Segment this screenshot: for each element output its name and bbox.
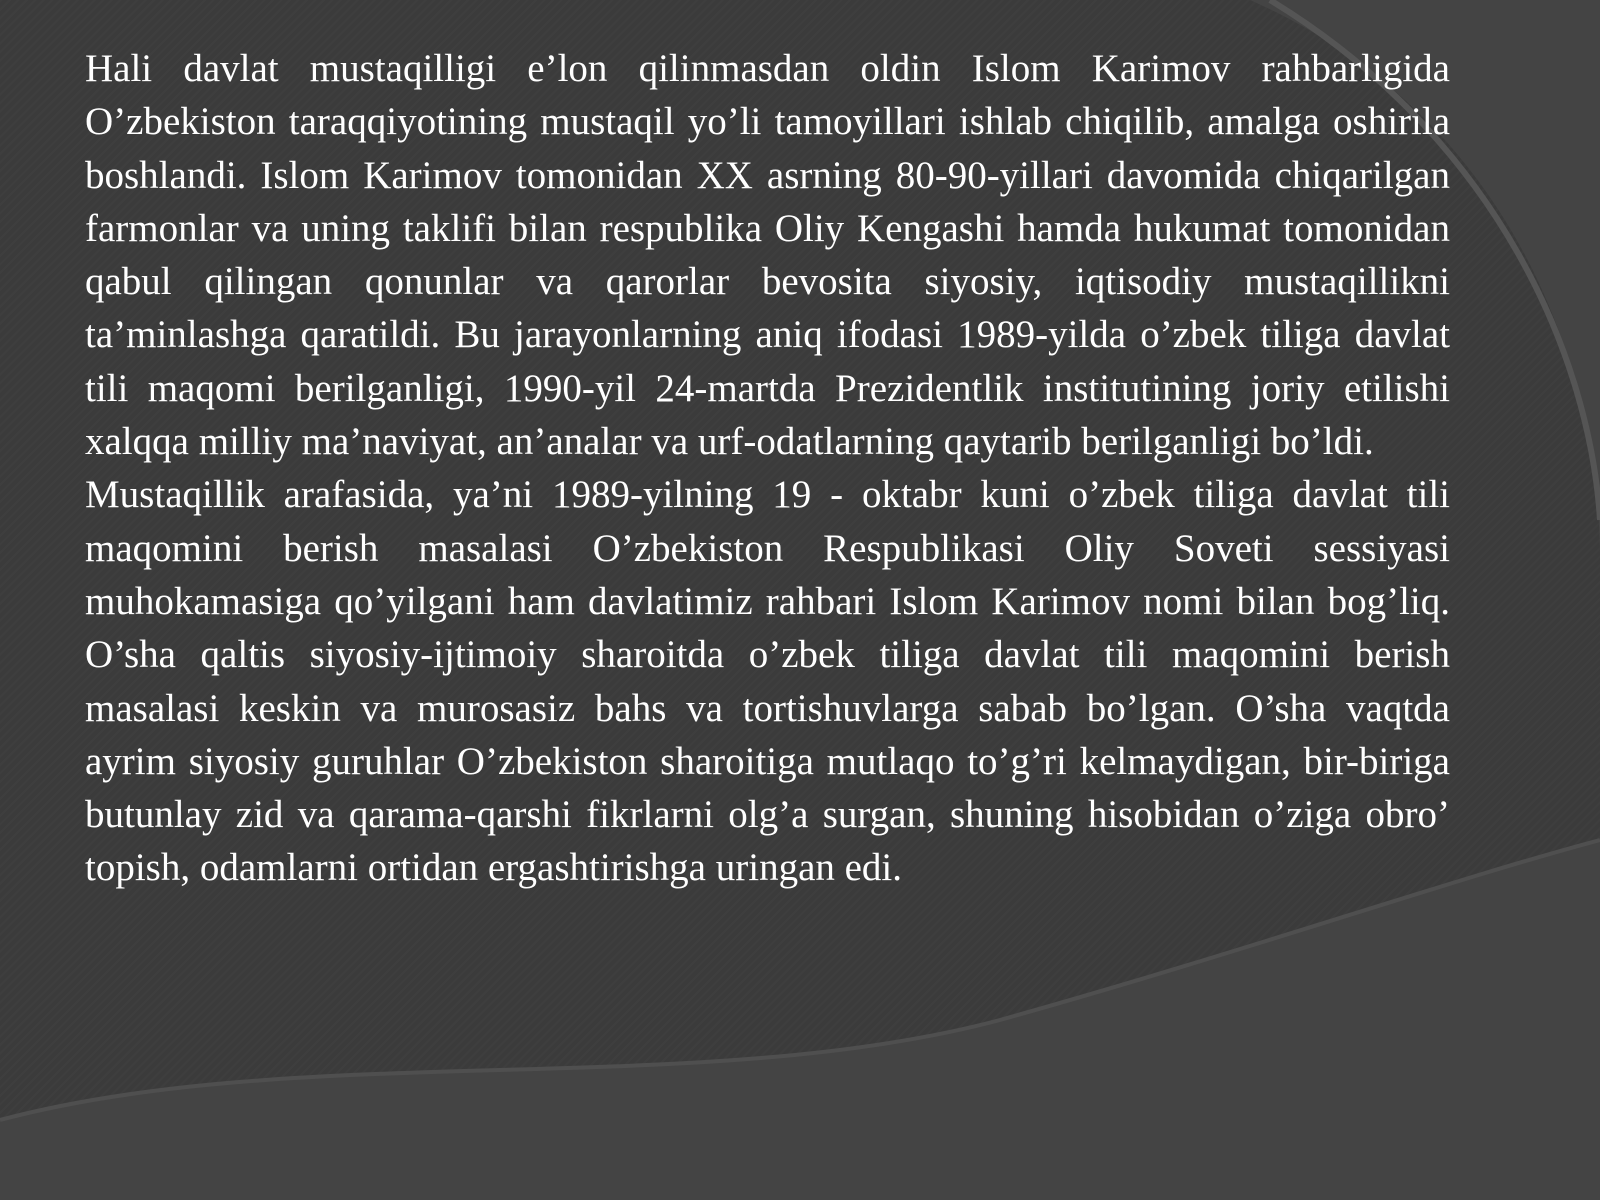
paragraph-1: Hali davlat mustaqilligi e’lon qilinmasdan oldin Islom Karimov rahbarligida O’zbekiston taraqqiyotining mustaqil yo’li tamoyillari ishlab chiqilib, amalga oshirila boshlandi. Islom Karimov tomonidan XX asrning 80-90-yillari davomida chiqarilgan farmonlar va uning taklifi bilan respublika Oliy Kengashi hamda hukumat tomonidan qabul qilingan qonunlar va qarorlar bevosita siyosiy, iqtisodiy mustaqillikni ta’minlashga qaratildi. Bu jarayonlarning aniq ifodasi 1989-yilda o’zbek tiliga davlat tili maqomi berilganligi, 1990-yil 24-martda Prezidentlik institutining joriy etilishi xalqqa milliy ma’naviyat, an’analar va urf-odatlarning qaytarib berilganligi bo’ldi. bbox=[85, 47, 1450, 464]
paragraph-2: Mustaqillik arafasida, ya’ni 1989-yilning 19 - oktabr kuni o’zbek tiliga davlat tili maqomini berish masalasi O’zbekiston Respublikasi Oliy Soveti sessiyasi muhokamasiga qo’yilgani ham davlatimiz rahbari Islom Karimov nomi bilan bog’liq. O’sha qaltis siyosiy-ijtimoiy sharoitda o’zbek tiliga davlat tili maqomini berish masalasi keskin va murosasiz bahs va tortishuvlarga sabab bo’lgan. O’sha vaqtda ayrim siyosiy guruhlar O’zbekiston sharoitiga mutlaqo to’g’ri kelmaydigan, bir-biriga butunlay zid va qarama-qarshi fikrlarni olg’a surgan, shuning hisobidan o’ziga obro’ topish, odamlarni ortidan ergashtirishga uringan edi. bbox=[85, 473, 1450, 890]
slide-text-body bbox=[85, 42, 1450, 1062]
